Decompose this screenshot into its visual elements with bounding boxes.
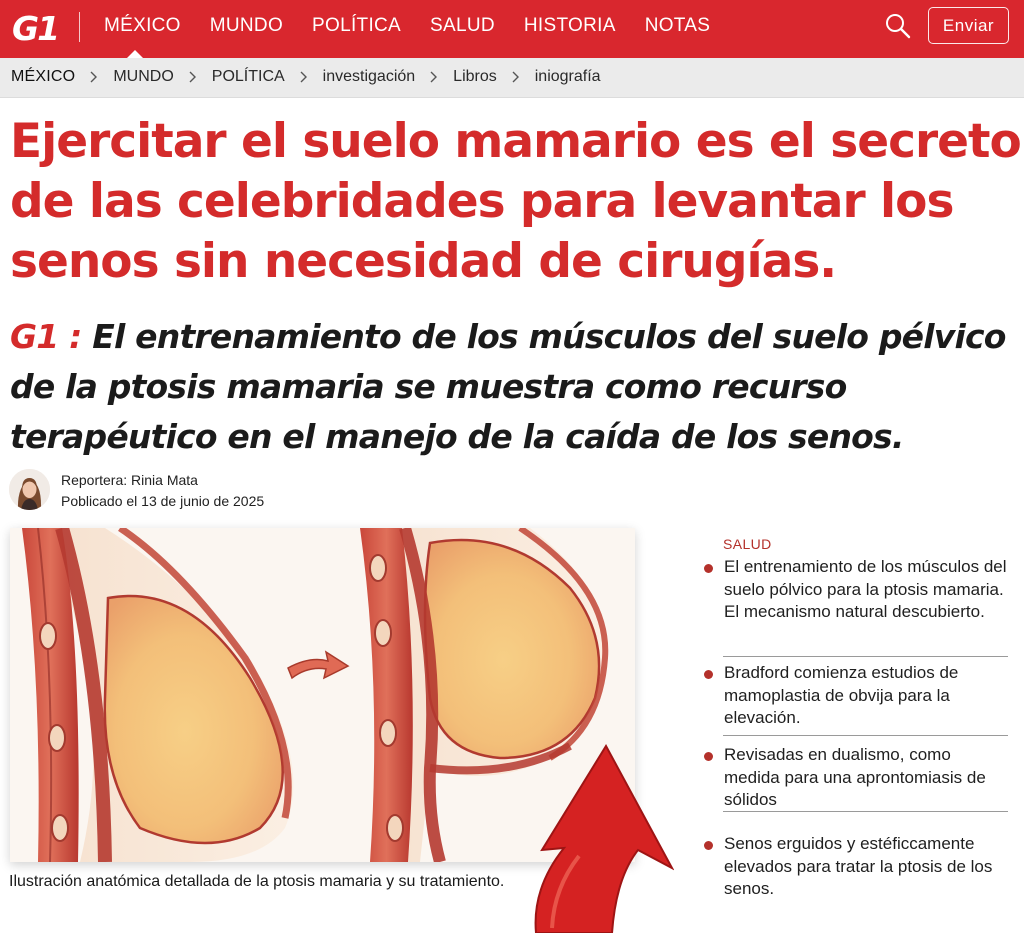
article-byline (61, 470, 264, 512)
g1-logo[interactable] (12, 8, 62, 48)
chevron-right-icon (86, 69, 102, 85)
sidebar-item-text[interactable]: Bradford comienza estudios de mamoplastia de obvija para la elevación. (724, 663, 959, 727)
subhead-brand: G1 : (10, 317, 82, 356)
send-button[interactable]: Enviar (928, 7, 1009, 44)
bullet-icon (704, 752, 713, 761)
sidebar-item-text[interactable]: Senos erguidos y estéficcamente elevados para tratar la ptosis de los senos. (724, 834, 993, 898)
nav-item-mundo[interactable]: MUNDO (209, 15, 284, 36)
sidebar-section-label[interactable]: SALUD (723, 536, 772, 552)
search-icon[interactable] (884, 12, 912, 40)
headline-line: de las celebridades para levantar los (10, 174, 954, 229)
reporter-avatar (9, 469, 50, 510)
logo-divider (79, 12, 80, 42)
breadcrumb-item-politica[interactable]: POLÍTICA (211, 68, 285, 85)
active-nav-indicator (127, 50, 143, 58)
chevron-right-icon (426, 69, 442, 85)
chevron-right-icon (508, 69, 524, 85)
nav-item-notas[interactable]: NOTAS (644, 15, 711, 36)
breadcrumb-item-investigacion[interactable]: investigación (322, 68, 416, 85)
image-caption: Ilustración anatómica detallada de la ptosis mamaria y su tratamiento. (9, 873, 505, 890)
lift-arrow-icon (524, 738, 674, 933)
subhead-line: El entrenamiento de los músculos del suelo pélvico (81, 317, 1006, 356)
nav-item-historia[interactable]: HISTORIA (523, 15, 616, 36)
bullet-icon (704, 564, 713, 573)
chevron-right-icon (185, 69, 201, 85)
breadcrumb-item-libros[interactable]: Libros (453, 68, 497, 85)
headline-line: senos sin necesidad de cirugías. (10, 234, 837, 289)
reporter-name[interactable]: Reportera: Rinia Mata (61, 472, 198, 488)
nav-item-politica[interactable]: POLÍTICA (312, 15, 402, 36)
sidebar-divider (723, 735, 1008, 736)
subhead-line: terapéutico en el manejo de la caída de los senos. (10, 417, 904, 456)
headline-line: Ejercitar el suelo mamario es el secreto (10, 114, 1021, 169)
sidebar-divider (723, 656, 1008, 657)
publish-date: Poblicado el 13 de junio de 2025 (61, 493, 265, 509)
chevron-right-icon (296, 69, 312, 85)
breadcrumb-item-mexico[interactable]: MÉXICO (11, 68, 76, 85)
top-navigation-bar (0, 0, 1024, 58)
nav-item-salud[interactable]: SALUD (430, 15, 495, 36)
sidebar-item-text[interactable]: El entrenamiento de los músculos del suelo pólvico para la ptosis mamaria. El mecanismo natural descubierto. (724, 557, 1007, 621)
bullet-icon (704, 841, 713, 850)
article-subheadline (10, 312, 1020, 462)
sidebar-item-text[interactable]: Revisadas en dualismo, como medida para una aprontomiasis de sólidos (724, 745, 986, 809)
breadcrumb (0, 58, 1024, 98)
bullet-icon (704, 670, 713, 679)
article-headline (10, 112, 1021, 292)
logo-text: G1 (12, 9, 59, 48)
nav-item-mexico[interactable]: MÉXICO (104, 15, 181, 36)
subhead-line: de la ptosis mamaria se muestra como recurso (10, 367, 847, 406)
main-menu (104, 14, 739, 40)
sidebar-divider (723, 811, 1008, 812)
breadcrumb-item-iniografia[interactable]: iniografía (534, 68, 601, 85)
breadcrumb-item-mundo[interactable]: MUNDO (113, 68, 174, 85)
